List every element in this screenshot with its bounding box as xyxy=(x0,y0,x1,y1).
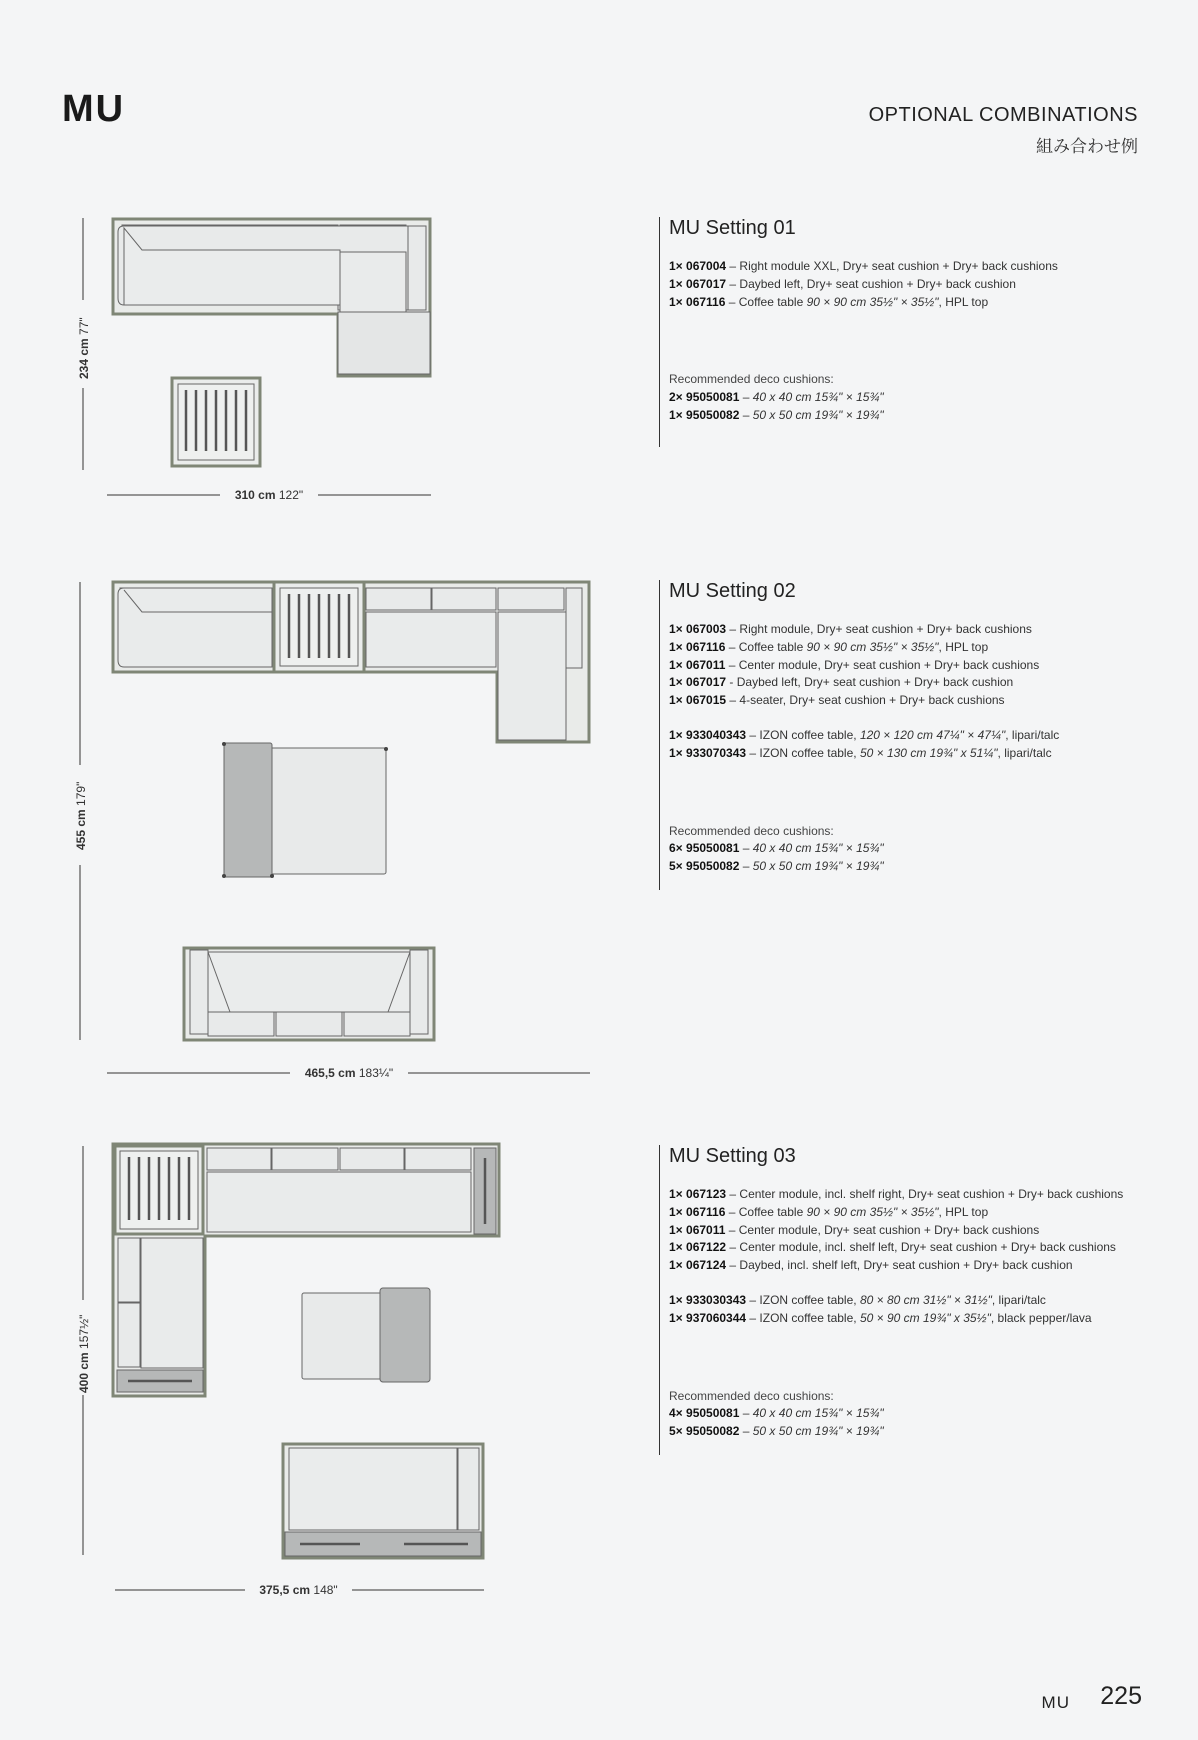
deco-heading: Recommended deco cushions: xyxy=(669,372,834,387)
page-number: 225 xyxy=(1100,1682,1142,1710)
setting-title: MU Setting 03 xyxy=(669,1145,796,1167)
list-item: 1× 067116 – Coffee table 90 × 90 cm 35½" × 35½", HPL top xyxy=(669,294,989,309)
list-item: 1× 933070343 – IZON coffee table, 50 × 130 cm 19¾" x 51¼", lipari/talc xyxy=(669,745,1052,760)
list-item: 1× 067011 – Center module, Dry+ seat cushion + Dry+ back cushions xyxy=(669,1222,1040,1237)
setting-02-dim-vertical: 455 cm 179" xyxy=(74,781,88,850)
list-item: 1× 933030343 – IZON coffee table, 80 × 80 cm 31½" × 31½", lipari/talc xyxy=(669,1292,1046,1307)
list-item: 1× 067116 – Coffee table 90 × 90 cm 35½" × 35½", HPL top xyxy=(669,1204,989,1219)
list-item: 1× 933040343 – IZON coffee table, 120 × 120 cm 47¼" × 47¼", lipari/talc xyxy=(669,727,1060,742)
setting-title: MU Setting 01 xyxy=(669,217,796,239)
deco-heading: Recommended deco cushions: xyxy=(669,1388,834,1403)
list-item: 1× 067017 - Daybed left, Dry+ seat cushion + Dry+ back cushion xyxy=(669,675,1014,690)
list-item: 4× 95050081 – 40 x 40 cm 15¾" × 15¾" xyxy=(669,1406,884,1421)
page-subtitle: 組み合わせ例 xyxy=(1036,137,1138,156)
setting-02-plan xyxy=(80,582,590,1073)
list-item: 1× 067011 – Center module, Dry+ seat cushion + Dry+ back cushions xyxy=(669,657,1040,672)
setting-03-plan xyxy=(83,1144,499,1590)
setting-03-dim-horizontal: 375,5 cm 148" xyxy=(259,1583,338,1597)
brand-logo: MU xyxy=(62,88,126,130)
setting-02-dim-horizontal: 465,5 cm 183¼" xyxy=(304,1066,394,1080)
deco-heading: Recommended deco cushions: xyxy=(669,823,834,838)
setting-title: MU Setting 02 xyxy=(669,580,796,602)
footer-brand: MU xyxy=(1041,1693,1070,1712)
list-item: 2× 95050081 – 40 x 40 cm 15¾" × 15¾" xyxy=(669,390,884,405)
list-item: 1× 937060344 – IZON coffee table, 50 × 90 cm 19¾" x 35½", black pepper/lava xyxy=(669,1310,1092,1325)
list-item: 1× 067017 – Daybed left, Dry+ seat cushion + Dry+ back cushion xyxy=(669,276,1016,291)
list-item: 1× 067122 – Center module, incl. shelf left, Dry+ seat cushion + Dry+ back cushions xyxy=(669,1240,1116,1255)
setting-01-dim-vertical: 234 cm 77" xyxy=(77,317,91,379)
setting-01-dim-horizontal: 310 cm 122" xyxy=(234,488,304,502)
setting-02-info xyxy=(659,580,1059,890)
setting-03-dim-vertical: 400 cm 157½" xyxy=(77,1314,91,1393)
list-item: 1× 067124 – Daybed, incl. shelf left, Dry+ seat cushion + Dry+ back cushion xyxy=(669,1258,1073,1273)
list-item: 5× 95050082 – 50 x 50 cm 19¾" × 19¾" xyxy=(669,1424,884,1439)
list-item: 5× 95050082 – 50 x 50 cm 19¾" × 19¾" xyxy=(669,859,884,874)
list-item: 1× 067116 – Coffee table 90 × 90 cm 35½" × 35½", HPL top xyxy=(669,639,989,654)
setting-01-info xyxy=(659,217,1058,447)
list-item: 1× 067015 – 4-seater, Dry+ seat cushion + Dry+ back cushions xyxy=(669,693,1005,708)
page-title: OPTIONAL COMBINATIONS xyxy=(868,104,1138,126)
list-item: 1× 067123 – Center module, incl. shelf right, Dry+ seat cushion + Dry+ back cushions xyxy=(669,1187,1124,1201)
list-item: 1× 95050082 – 50 x 50 cm 19¾" × 19¾" xyxy=(669,407,884,422)
list-item: 6× 95050081 – 40 x 40 cm 15¾" × 15¾" xyxy=(669,841,884,856)
list-item: 1× 067004 – Right module XXL, Dry+ seat cushion + Dry+ back cushions xyxy=(669,259,1058,273)
setting-01-plan xyxy=(83,218,431,495)
list-item: 1× 067003 – Right module, Dry+ seat cushion + Dry+ back cushions xyxy=(669,622,1032,636)
setting-03-info xyxy=(659,1145,1123,1455)
